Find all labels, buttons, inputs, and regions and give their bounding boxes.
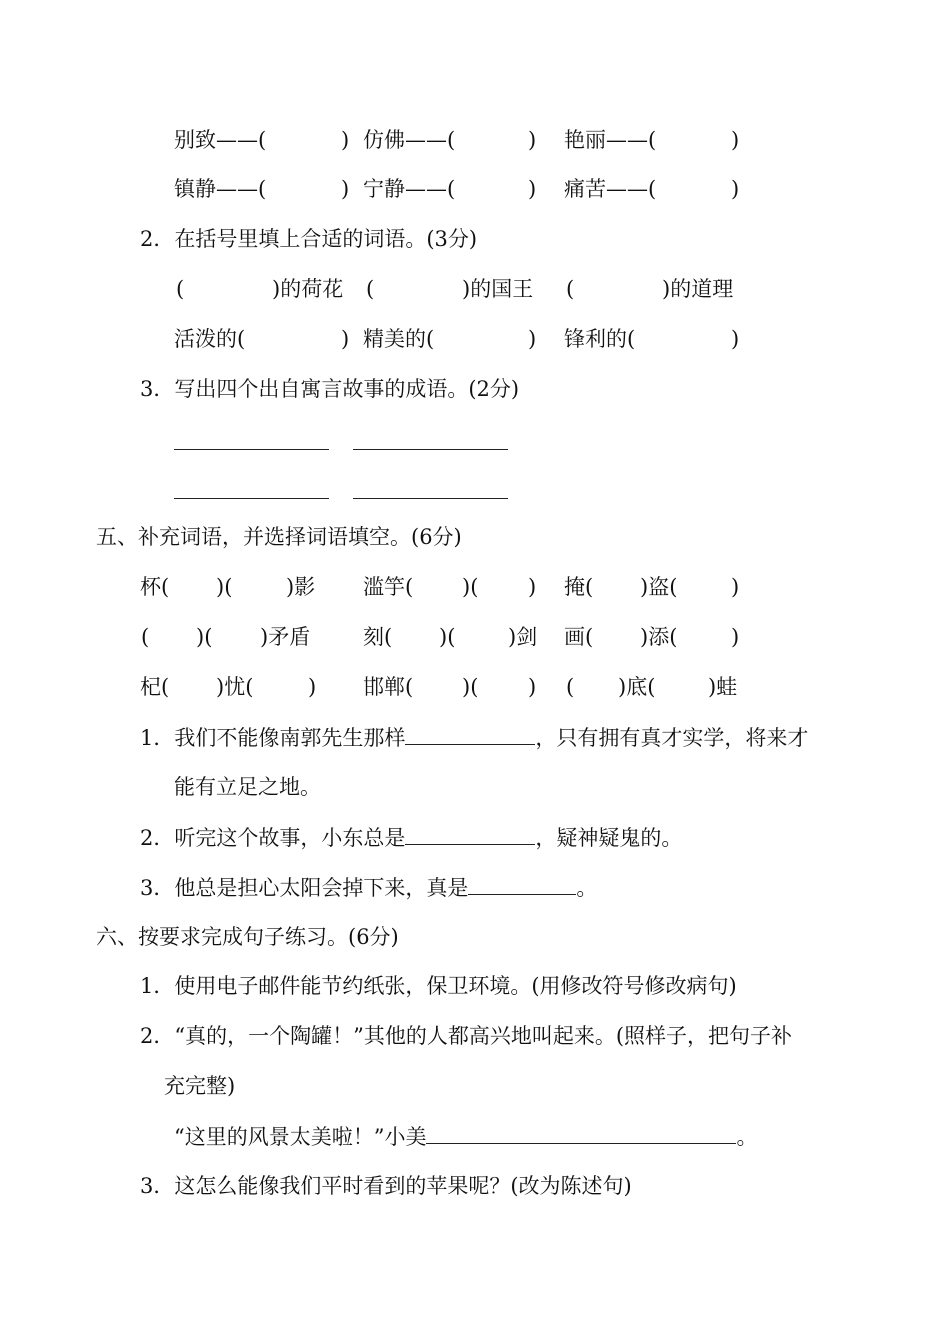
idiom-9-b: )底(	[618, 675, 656, 699]
blank-6-2[interactable]	[426, 1121, 736, 1144]
idiom-2-a: 滥竽(	[363, 575, 414, 599]
idiom-8-b: )(	[462, 675, 479, 699]
idiom-3-b: )盗(	[640, 575, 678, 599]
antonym-3-close: )	[731, 128, 740, 152]
idiom-8-c: )	[528, 675, 537, 699]
idiom-answer-line-2[interactable]	[353, 449, 508, 450]
idiom-9-a: (	[566, 675, 575, 699]
idiom-4-a: (	[141, 625, 150, 649]
idiom-5-b: )(	[439, 625, 456, 649]
antonym-4-close: )	[341, 177, 350, 201]
antonym-3-label: 艳丽——(	[564, 128, 657, 152]
fill-2-open: (	[366, 277, 375, 301]
idiom-7-c: )	[308, 675, 317, 699]
question-2-heading: 2．在括号里填上合适的词语。(3分)	[140, 227, 478, 251]
idiom-4-c: )矛盾	[260, 625, 311, 649]
antonym-1-label: 别致——(	[174, 128, 267, 152]
idiom-8-a: 邯郸(	[363, 675, 414, 699]
antonym-1-close: )	[341, 128, 350, 152]
idiom-answer-line-3[interactable]	[174, 498, 329, 499]
idiom-6-a: 画(	[564, 625, 594, 649]
idiom-6-c: )	[731, 625, 740, 649]
fill-4-head: 活泼的(	[174, 327, 246, 351]
fill-1-open: (	[176, 277, 185, 301]
idiom-2-c: )	[528, 575, 537, 599]
blank-5-1[interactable]	[405, 722, 535, 745]
idiom-5-a: 刻(	[363, 625, 393, 649]
section-6-question-1: 1．使用电子邮件能节约纸张，保卫环境。(用修改符号修改病句)	[140, 974, 737, 998]
section-6-question-2-cont: 充完整)	[164, 1074, 236, 1098]
antonym-5-label: 宁静——(	[363, 177, 456, 201]
idiom-2-b: )(	[462, 575, 479, 599]
blank-5-3[interactable]	[468, 872, 576, 895]
fill-2-tail: )的国王	[462, 277, 534, 301]
antonym-5-close: )	[528, 177, 537, 201]
blank-5-2[interactable]	[405, 822, 535, 845]
fill-3-tail: )的道理	[662, 277, 734, 301]
idiom-answer-line-4[interactable]	[353, 498, 508, 499]
fill-5-head: 精美的(	[363, 327, 435, 351]
fill-3-open: (	[566, 277, 575, 301]
section-5-question-1: 1．我们不能像南郭先生那样 ，只有拥有真才实学，将来才	[140, 722, 808, 753]
idiom-1-c: )影	[286, 575, 316, 599]
idiom-1-b: )(	[216, 575, 233, 599]
idiom-9-c: )蛙	[708, 675, 738, 699]
idiom-3-a: 掩(	[564, 575, 594, 599]
idiom-5-c: )剑	[508, 625, 538, 649]
section-5-question-3: 3．他总是担心太阳会掉下来，真是 。	[140, 872, 597, 903]
section-6-question-2: 2．“真的，一个陶罐！”其他的人都高兴地叫起来。(照样子，把句子补	[140, 1024, 793, 1048]
idiom-answer-line-1[interactable]	[174, 449, 329, 450]
antonym-2-close: )	[528, 128, 537, 152]
idiom-7-a: 杞(	[140, 675, 170, 699]
fill-1-tail: )的荷花	[272, 277, 344, 301]
idiom-7-b: )忧(	[216, 675, 254, 699]
fill-4-close: )	[341, 327, 350, 351]
section-5-question-1-cont: 能有立足之地。	[174, 775, 321, 799]
idiom-4-b: )(	[196, 625, 213, 649]
antonym-4-label: 镇静——(	[174, 177, 267, 201]
idiom-6-b: )添(	[640, 625, 678, 649]
section-6-question-2-example: “这里的风景太美啦！”小美 。	[174, 1121, 757, 1152]
antonym-2-label: 仿佛——(	[363, 128, 456, 152]
fill-6-close: )	[731, 327, 740, 351]
idiom-3-c: )	[731, 575, 740, 599]
section-6-question-3: 3．这怎么能像我们平时看到的苹果呢？(改为陈述句)	[140, 1174, 632, 1198]
fill-5-close: )	[528, 327, 537, 351]
question-3-heading: 3．写出四个出自寓言故事的成语。(2分)	[140, 377, 520, 401]
section-5-question-2: 2．听完这个故事，小东总是 ，疑神疑鬼的。	[140, 822, 682, 853]
section-5-heading: 五、补充词语，并选择词语填空。(6分)	[96, 525, 462, 549]
antonym-6-close: )	[731, 177, 740, 201]
idiom-1-a: 杯(	[140, 575, 170, 599]
antonym-6-label: 痛苦——(	[564, 177, 657, 201]
fill-6-head: 锋利的(	[564, 327, 636, 351]
section-6-heading: 六、按要求完成句子练习。(6分)	[96, 925, 399, 949]
